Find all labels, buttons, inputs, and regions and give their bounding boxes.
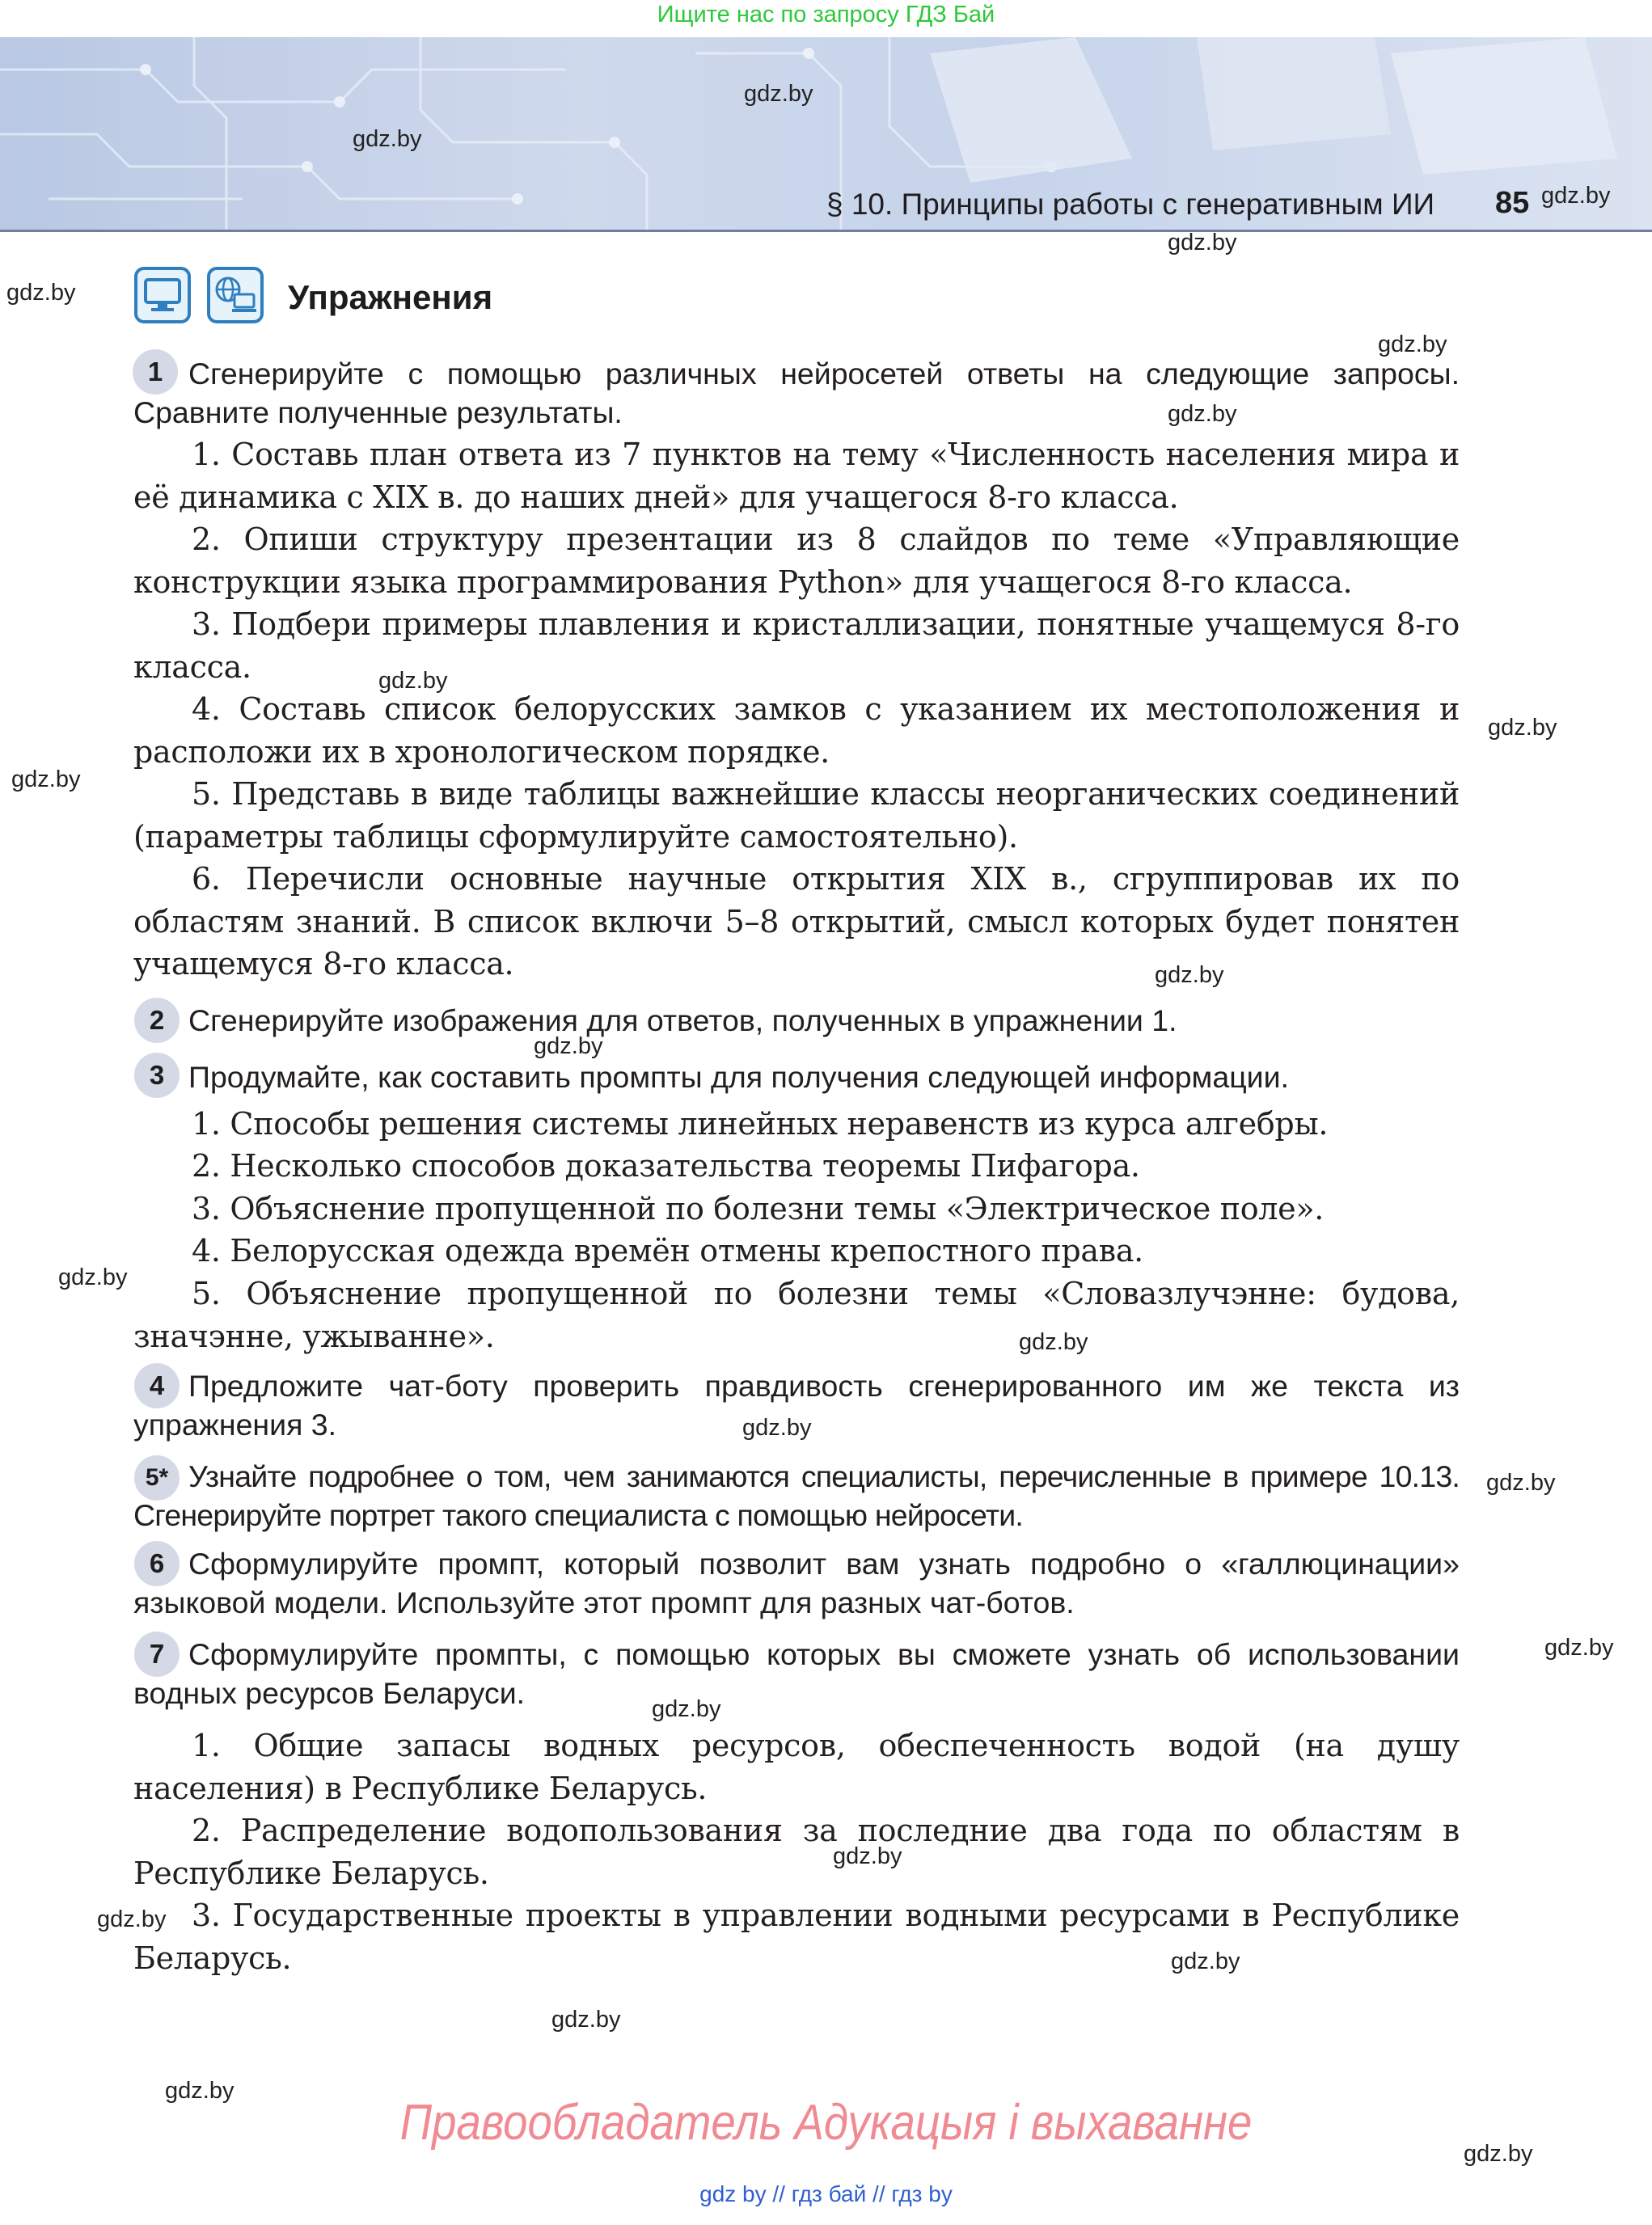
exercise-number-badge: 3: [134, 1053, 180, 1098]
exercise-1-item-5: 5. Представь в виде таблицы важнейшие классы неорганических соединений (параметры таблицы сформулируйте самостоятельно).: [133, 776, 1460, 855]
footer-links[interactable]: gdz by // гдз бай // гдз by: [699, 2181, 953, 2206]
exercise-number-badge: 6: [134, 1541, 180, 1586]
exercise-number-badge: 5*: [134, 1455, 180, 1501]
web-computer-icon: [207, 267, 264, 323]
exercise-2-text: Сгенерируйте изображения для ответов, полученных в упражнении 1.: [188, 1003, 1177, 1037]
watermark: gdz.by: [11, 766, 81, 792]
exercise-number-badge: 1: [133, 349, 178, 395]
page-number: 85: [1495, 186, 1530, 220]
computer-icon: [134, 267, 191, 323]
top-search-note: Ищите нас по запросу ГДЗ Бай: [657, 2, 995, 27]
watermark: gdz.by: [1155, 962, 1224, 988]
exercise-1-item-2: 2. Опиши структуру презентации из 8 слайдов по теме «Управляющие конструкции языка программирования Python» для учащегося 8-го класса.: [133, 521, 1460, 600]
exercise-number-badge: 7: [134, 1632, 180, 1677]
watermark: gdz.by: [1019, 1329, 1088, 1355]
banner-divider: [0, 230, 1652, 232]
watermark: gdz.by: [1544, 1635, 1614, 1661]
exercise-1-item-4: 4. Составь список белорусских замков с указанием их местоположения и расположи их в хронологическом порядке.: [133, 691, 1460, 770]
exercise-7-text: Сформулируйте промпты, с помощью которых вы сможете узнать об использовании водных ресурсов Беларуси.: [133, 1637, 1460, 1710]
copyright-notice: Правообладатель Адукацыя і выхаванне: [399, 2095, 1253, 2151]
exercise-7-item-2: 2. Распределение водопользования за последние два года по областям в Республике Беларусь.: [133, 1813, 1460, 1891]
exercise-number-badge: 2: [134, 998, 180, 1043]
exercise-1-item-3: 3. Подбери примеры плавления и кристаллизации, понятные учащемуся 8-го класса.: [133, 606, 1460, 685]
watermark: gdz.by: [1541, 183, 1611, 209]
exercise-7-item-3: 3. Государственные проекты в управлении водными ресурсами в Республике Беларусь.: [133, 1898, 1460, 1976]
exercise-1-item-1: 1. Составь план ответа из 7 пунктов на тему «Численность населения мира и её динамика с XIX в. до наших дней» для учащегося 8-го класса.: [133, 437, 1460, 515]
watermark: gdz.by: [1488, 715, 1557, 741]
watermark: gdz.by: [97, 1906, 167, 1932]
watermark: gdz.by: [165, 2078, 234, 2104]
watermark: gdz.by: [1168, 230, 1237, 255]
exercise-3-text: Продумайте, как составить промпты для получения следующей информации.: [188, 1060, 1289, 1094]
exercise-number-badge: 4: [134, 1363, 180, 1408]
section-title: Упражнения: [288, 278, 493, 316]
exercise-1-text: Сгенерируйте с помощью различных нейросетей ответы на следующие запросы. Сравните полученные результаты.: [133, 357, 1460, 429]
exercise-3-item-4: 4. Белорусская одежда времён отмены крепостного права.: [192, 1233, 1143, 1269]
watermark: gdz.by: [378, 668, 448, 694]
watermark: gdz.by: [1486, 1470, 1556, 1496]
exercise-3-item-2: 2. Несколько способов доказательства теоремы Пифагора.: [192, 1148, 1140, 1184]
watermark: gdz.by: [1171, 1948, 1240, 1974]
exercise-6-text: Сформулируйте промпт, который позволит вам узнать подробно о «галлюцинации» языковой модели. Используйте этот промпт для разных чат-ботов.: [133, 1547, 1460, 1619]
watermark: gdz.by: [353, 126, 422, 152]
watermark: gdz.by: [742, 1415, 812, 1441]
exercise-3-item-5: 5. Объяснение пропущенной по болезни темы «Словазлучэнне: будова, значэнне, ужыванне».: [133, 1276, 1460, 1354]
watermark: gdz.by: [1464, 2141, 1533, 2167]
watermark: gdz.by: [1168, 401, 1237, 427]
watermark: gdz.by: [58, 1264, 128, 1290]
exercise-1-item-6: 6. Перечисли основные научные открытия XIX в., сгруппировав их по областям знаний. В список включи 5–8 открытий, смысл которых будет понятен учащемуся 8-го класса.: [133, 861, 1460, 982]
exercise-7-item-1: 1. Общие запасы водных ресурсов, обеспеченность водой (на душу населения) в Республике Беларусь.: [133, 1728, 1460, 1806]
watermark: gdz.by: [534, 1033, 603, 1059]
chapter-title: § 10. Принципы работы с генеративным ИИ: [826, 188, 1435, 221]
exercise-3-item-1: 1. Способы решения системы линейных неравенств из курса алгебры.: [192, 1106, 1329, 1142]
exercise-4-text: Предложите чат-боту проверить правдивость сгенерированного им же текста из упражнения 3.: [133, 1369, 1460, 1442]
exercise-3-item-3: 3. Объяснение пропущенной по болезни темы «Электрическое поле».: [192, 1191, 1325, 1226]
exercise-5-text: Узнайте подробнее о том, чем занимаются специалисты, перечисленные в примере 10.13. Сгенерируйте портрет такого специалиста с помощью нейросети.: [133, 1459, 1460, 1532]
watermark: gdz.by: [744, 81, 813, 107]
watermark: gdz.by: [551, 2007, 621, 2033]
watermark: gdz.by: [6, 280, 76, 306]
watermark: gdz.by: [652, 1696, 721, 1722]
watermark: gdz.by: [833, 1843, 902, 1869]
watermark: gdz.by: [1378, 331, 1447, 357]
